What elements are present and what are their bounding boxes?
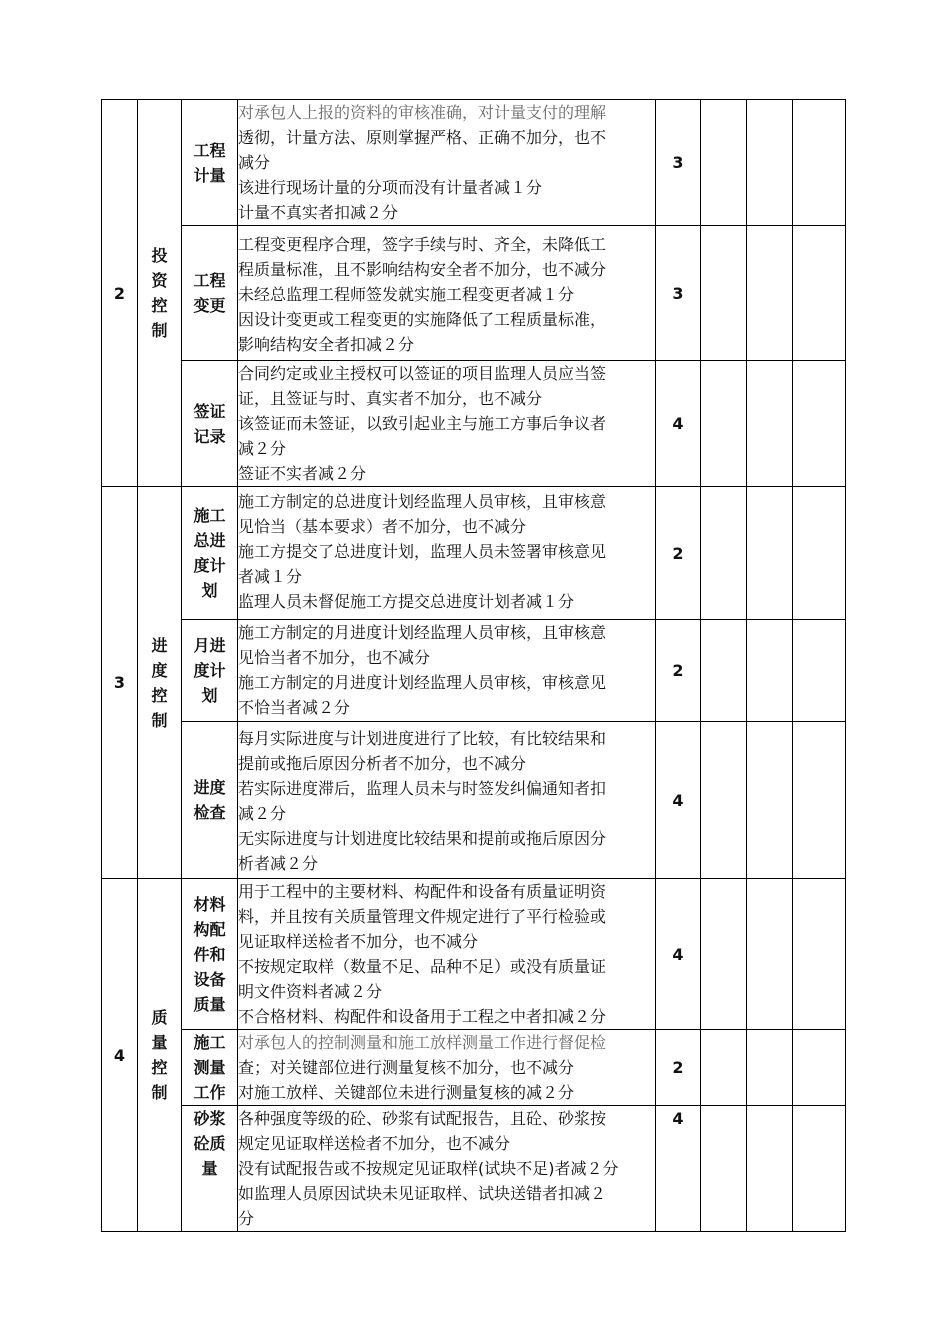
item-label: 砂浆 砼质 量 (182, 1106, 238, 1232)
table-row (102, 722, 846, 879)
table-row (102, 1030, 846, 1106)
empty-cell (747, 1106, 793, 1232)
score-value: 4 (656, 1106, 701, 1232)
score-value: 3 (656, 100, 701, 226)
section-number: 4 (102, 879, 138, 1232)
score-value: 2 (656, 1030, 701, 1106)
item-label: 签证 记录 (182, 361, 238, 487)
score-value: 4 (656, 722, 701, 879)
empty-cell (747, 620, 793, 722)
table-row (102, 620, 846, 722)
item-label: 工程 计量 (182, 100, 238, 226)
score-value: 4 (656, 361, 701, 487)
table-row (102, 100, 846, 226)
score-value: 2 (656, 620, 701, 722)
empty-cell (793, 722, 846, 879)
empty-cell (701, 100, 747, 226)
empty-cell (701, 226, 747, 361)
score-value: 4 (656, 879, 701, 1030)
empty-cell (747, 487, 793, 620)
empty-cell (793, 100, 846, 226)
empty-cell (701, 487, 747, 620)
empty-cell (793, 1030, 846, 1106)
empty-cell (747, 1030, 793, 1106)
criteria-text: 施工方制定的月进度计划经监理人员审核，且审核意 见恰当者不加分，也不减分 施工方制定的月进度计划经监理人员审核，审核意见 不恰当者减２分 (238, 620, 656, 722)
empty-cell (701, 1030, 747, 1106)
empty-cell (701, 620, 747, 722)
criteria-text: 施工方制定的总进度计划经监理人员审核，且审核意 见恰当（基本要求）者不加分，也不减分 施工方提交了总进度计划，监理人员未签署审核意见 者减１分 监理人员未督促施工方提交总进度计划者减１分 (238, 487, 656, 620)
item-label: 月进 度计 划 (182, 620, 238, 722)
empty-cell (747, 226, 793, 361)
empty-cell (793, 620, 846, 722)
empty-cell (793, 226, 846, 361)
criteria-text: 每月实际进度与计划进度进行了比较，有比较结果和 提前或拖后原因分析者不加分，也不减分 若实际进度滞后，监理人员未与时签发纠偏通知者扣 减２分 无实际进度与计划进度比较结果和提前或拖后原因分 析者减２分 (238, 722, 656, 879)
table-row (102, 226, 846, 361)
score-value: 2 (656, 487, 701, 620)
empty-cell (701, 722, 747, 879)
category-label: 投 资 控 制 (138, 100, 182, 487)
empty-cell (747, 879, 793, 1030)
category-label: 质 量 控 制 (138, 879, 182, 1232)
empty-cell (747, 100, 793, 226)
table-row (102, 1106, 846, 1232)
empty-cell (701, 879, 747, 1030)
empty-cell (793, 487, 846, 620)
item-label: 施工 总进 度计 划 (182, 487, 238, 620)
score-value: 3 (656, 226, 701, 361)
empty-cell (793, 361, 846, 487)
criteria-text: 合同约定或业主授权可以签证的项目监理人员应当签 证，且签证与时、真实者不加分，也不减分 该签证而未签证，以致引起业主与施工方事后争议者 减２分 签证不实者减２分 (238, 361, 656, 487)
evaluation-table (101, 99, 846, 1232)
criteria-text: 用于工程中的主要材料、构配件和设备有质量证明资 料，并且按有关质量管理文件规定进行了平行检验或 见证取样送检者不加分，也不减分 不按规定取样（数量不足、品种不足）或没有质量证 明文件资料者减２分 不合格材料、构配件和设备用于工程之中者扣减２分 (238, 879, 656, 1030)
item-label: 工程 变更 (182, 226, 238, 361)
empty-cell (747, 361, 793, 487)
section-number: 3 (102, 487, 138, 879)
item-label: 材料 构配 件和 设备 质量 (182, 879, 238, 1030)
criteria-text: 工程变更程序合理，签字手续与时、齐全，未降低工 程质量标准，且不影响结构安全者不加分，也不减分 未经总监理工程师签发就实施工程变更者减１分 因设计变更或工程变更的实施降低了工程质量标准， 影响结构安全者扣减２分 (238, 226, 656, 361)
empty-cell (701, 361, 747, 487)
criteria-text: 对承包人的控制测量和施工放样测量工作进行督促检 查；对关键部位进行测量复核不加分，也不减分 对施工放样、关键部位未进行测量复核的减２分 (238, 1030, 656, 1106)
table-row (102, 361, 846, 487)
empty-cell (747, 722, 793, 879)
empty-cell (793, 1106, 846, 1232)
category-label: 进 度 控 制 (138, 487, 182, 879)
empty-cell (793, 879, 846, 1030)
empty-cell (701, 1106, 747, 1232)
table-row (102, 487, 846, 620)
section-number: 2 (102, 100, 138, 487)
item-label: 施工 测量 工作 (182, 1030, 238, 1106)
item-label: 进度 检查 (182, 722, 238, 879)
table-row (102, 879, 846, 1030)
criteria-text: 各种强度等级的砼、砂浆有试配报告，且砼、砂浆按 规定见证取样送检者不加分，也不减分 没有试配报告或不按规定见证取样(试块不足)者减２分 如监理人员原因试块未见证取样、试块送错者扣减２ 分 (238, 1106, 656, 1232)
criteria-text: 对承包人上报的资料的审核准确，对计量支付的理解 透彻，计量方法、原则掌握严格、正确不加分，也不 减分 该进行现场计量的分项而没有计量者减１分 计量不真实者扣减２分 (238, 100, 656, 226)
